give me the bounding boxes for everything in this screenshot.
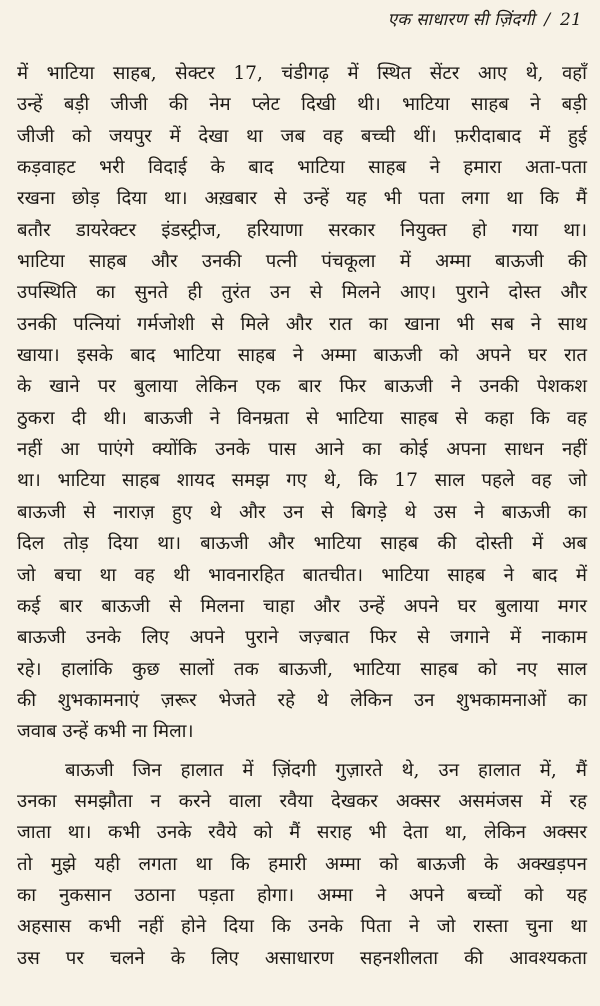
text-line: जवाब उन्हें कभी ना मिला। <box>17 721 194 743</box>
text-line: रखना छोड़ दिया था। अख़बार से उन्हें यह भी पता लगा था कि मैं <box>17 188 587 210</box>
text-line: जीजी को जयपुर में देखा था जब वह बच्ची थीं। फ़रीदाबाद में हुई <box>17 125 587 147</box>
text-line: के खाने पर बुलाया लेकिन एक बार फिर बाऊजी ने उनकी पेशकश <box>17 376 587 398</box>
text-line: बाऊजी जिन हालात में ज़िंदगी गुज़ारते थे, उन हालात में, मैं <box>65 759 587 781</box>
text-line: उनका समझौता न करने वाला रवैया देखकर अक्सर असमंजस में रह <box>17 790 587 812</box>
text-line: रहे। हालांकि कुछ सालों तक बाऊजी, भाटिया साहब को नए साल <box>17 658 587 680</box>
text-line: दिल तोड़ दिया था। बाऊजी और भाटिया साहब की दोस्ती में अब <box>17 533 587 555</box>
text-line: उस पर चलने के लिए असाधारण सहनशीलता की आवश्यकता <box>17 947 587 969</box>
text-line: भाटिया साहब और उनकी पत्नी पंचकूला में अम्मा बाऊजी की <box>17 251 587 273</box>
text-line: तो मुझे यही लगता था कि हमारी अम्मा को बाऊजी के अक्खड़पन <box>17 853 587 875</box>
page-number: 21 <box>559 10 582 30</box>
text-line: उनकी पत्नियां गर्मजोशी से मिले और रात का खाना भी सब ने साथ <box>17 313 587 335</box>
text-line: का नुकसान उठाना पड़ता होगा। अम्मा ने अपने बच्चों को यह <box>17 884 587 906</box>
paragraph-gap <box>17 748 587 755</box>
text-line: की शुभकामनाएं ज़रूर भेजते रहे थे लेकिन उन शुभकामनाओं का <box>17 689 587 711</box>
text-line: नहीं आ पाएंगे क्योंकि उनके पास आने का कोई अपना साधन नहीं <box>17 439 587 461</box>
paragraph-1 <box>17 58 587 748</box>
text-line: जाता था। कभी उनके रवैये को मैं सराह भी देता था, लेकिन अक्सर <box>17 822 587 844</box>
paragraph-2 <box>17 755 587 974</box>
text-line: कड़वाहट भरी विदाई के बाद भाटिया साहब ने हमारा अता-पता <box>17 157 587 179</box>
body-text <box>17 58 587 974</box>
text-line: जो बचा था वह थी भावनारहित बातचीत। भाटिया साहब ने बाद में <box>17 564 587 586</box>
text-line: बाऊजी से नाराज़ हुए थे और उन से बिगड़े थे उस ने बाऊजी का <box>17 501 587 523</box>
running-header <box>388 7 582 30</box>
text-line: खाया। इसके बाद भाटिया साहब ने अम्मा बाऊजी को अपने घर रात <box>17 345 587 367</box>
text-line: कई बार बाऊजी से मिलना चाहा और उन्हें अपने घर बुलाया मगर <box>17 595 587 617</box>
text-line: ठुकरा दी थी। बाऊजी ने विनम्रता से भाटिया साहब से कहा कि वह <box>17 407 587 429</box>
text-line: बतौर डायरेक्टर इंडस्ट्रीज, हरियाणा सरकार नियुक्त हो गया था। <box>17 219 587 241</box>
text-line: बाऊजी उनके लिए अपने पुराने जज़्बात फिर से जगाने में नाकाम <box>17 627 587 649</box>
text-line: उपस्थिति का सुनते ही तुरंत उन से मिलने आए। पुराने दोस्त और <box>17 282 587 304</box>
text-line: था। भाटिया साहब शायद समझ गए थे, कि 17 साल पहले वह जो <box>17 470 587 492</box>
text-line: अहसास कभी नहीं होने दिया कि उनके पिता ने जो रास्ता चुना था <box>17 916 587 938</box>
book-title: एक साधारण सी ज़िंदगी <box>387 10 535 30</box>
text-line: उन्हें बड़ी जीजी की नेम प्लेट दिखी थी। भाटिया साहब ने बड़ी <box>17 94 587 116</box>
header-separator: / <box>544 10 551 30</box>
text-line: में भाटिया साहब, सेक्टर 17, चंडीगढ़ में स्थित सेंटर आए थे, वहाँ <box>17 63 587 84</box>
